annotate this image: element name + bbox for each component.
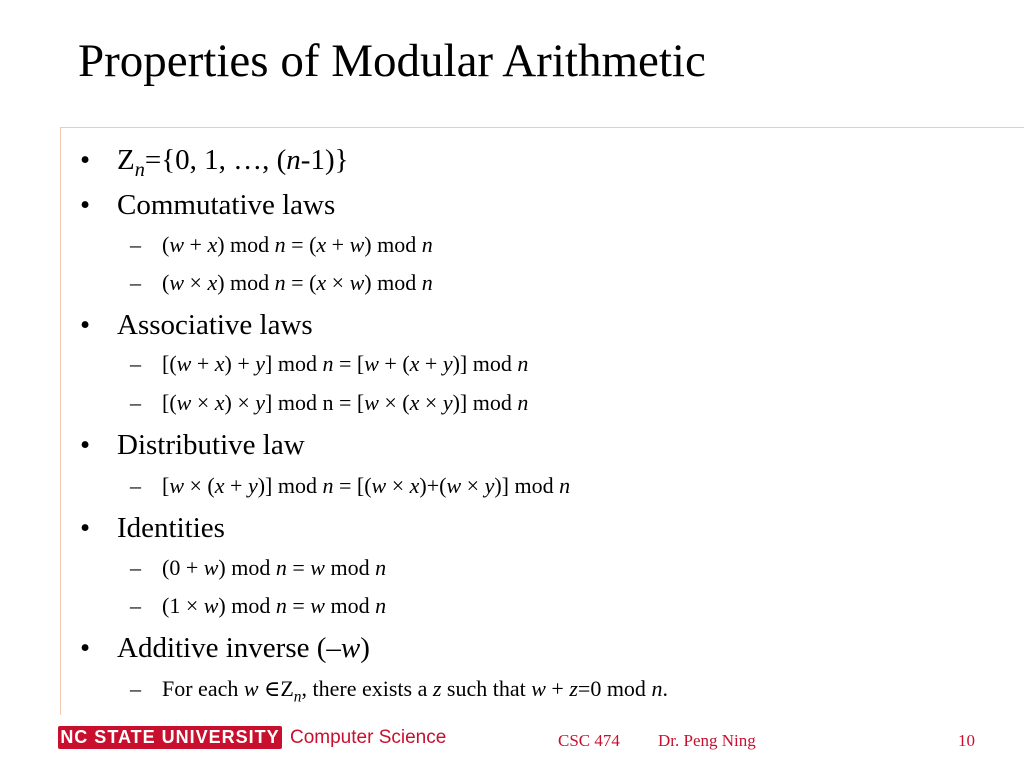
text-run: × <box>386 473 410 498</box>
text-run: x <box>214 390 225 415</box>
text-run: n <box>134 158 145 181</box>
text-run: y <box>442 351 453 376</box>
text-run: Commutative laws <box>117 189 336 221</box>
bullet-marker: • <box>80 309 91 341</box>
bullet-item <box>80 514 225 543</box>
text-run: n <box>322 473 334 498</box>
text-run: n <box>275 555 287 580</box>
text-run: + <box>326 232 350 257</box>
dash-marker: – <box>130 555 141 580</box>
text-run: n <box>421 270 433 295</box>
text-run: y <box>484 473 495 498</box>
bullet-text <box>162 351 528 376</box>
sub-bullet-item <box>130 475 570 497</box>
sub-bullet-item <box>130 678 668 705</box>
bullet-text <box>117 429 305 461</box>
sub-bullet-item <box>130 392 528 414</box>
text-run: =0 mod <box>577 676 652 701</box>
dash-marker: – <box>130 270 141 295</box>
text-run: w <box>371 473 387 498</box>
bullet-text <box>162 555 386 580</box>
text-run: ) + <box>224 351 256 376</box>
text-run: w <box>364 351 379 376</box>
text-run: + <box>184 232 208 257</box>
sub-bullet-item <box>130 595 386 617</box>
text-run: ) mod <box>364 232 422 257</box>
ncsu-logo-text: NC STATE UNIVERSITY <box>60 727 280 747</box>
text-run: w <box>310 555 325 580</box>
ncsu-logo <box>58 726 282 749</box>
text-run: )] mod <box>494 473 560 498</box>
bullet-item <box>80 634 370 663</box>
bullet-text <box>162 473 570 498</box>
text-run: = ( <box>285 270 317 295</box>
text-run: × <box>326 270 350 295</box>
text-run: w <box>169 270 185 295</box>
text-run: For each <box>162 676 244 701</box>
text-run: w <box>169 473 185 498</box>
author-name: Dr. Peng Ning <box>658 731 756 750</box>
text-run: . <box>662 676 668 701</box>
text-run: ( <box>162 232 170 257</box>
text-run: ( <box>162 270 170 295</box>
text-run: x <box>207 270 218 295</box>
text-run: ) × <box>224 390 256 415</box>
text-run: x <box>214 351 225 376</box>
text-run: × ( <box>184 473 215 498</box>
text-run: ) mod <box>364 270 422 295</box>
text-run: x <box>409 473 420 498</box>
text-run: × <box>461 473 485 498</box>
text-run: w <box>340 632 361 664</box>
text-run: (0 + <box>162 555 204 580</box>
text-run: n <box>286 144 301 176</box>
text-run: ) mod <box>218 555 276 580</box>
bullet-text <box>117 512 225 544</box>
text-run: Distributive law <box>117 429 305 461</box>
text-run: n <box>375 593 387 618</box>
page-number: 10 <box>958 731 975 750</box>
text-run: ) mod <box>218 593 276 618</box>
text-run: w <box>310 593 325 618</box>
text-run: ] mod n = [ <box>265 390 365 415</box>
text-run: n <box>559 473 571 498</box>
bullet-text <box>162 270 433 295</box>
bullet-text <box>162 593 386 618</box>
text-run: n <box>421 232 433 257</box>
text-run: + <box>191 351 215 376</box>
text-run: x <box>214 473 225 498</box>
text-run: × <box>419 390 443 415</box>
text-run: w <box>349 232 365 257</box>
text-run: n <box>275 593 287 618</box>
title-rule-vertical <box>60 127 61 715</box>
department-name: Computer Science <box>290 727 447 748</box>
text-run: n <box>517 390 529 415</box>
text-run: y <box>442 390 453 415</box>
dash-marker: – <box>130 232 141 257</box>
text-run: x <box>316 232 327 257</box>
text-run: n <box>322 351 334 376</box>
bullet-text <box>162 232 433 257</box>
bullet-text <box>117 144 349 181</box>
text-run: w <box>349 270 365 295</box>
text-run: mod <box>324 593 376 618</box>
sub-bullet-item <box>130 272 433 294</box>
text-run: x <box>409 351 420 376</box>
text-run: = [ <box>333 351 365 376</box>
text-run: )] mod <box>257 473 323 498</box>
text-run: = <box>286 593 311 618</box>
text-run: w <box>531 676 546 701</box>
text-run: )] mod <box>452 351 518 376</box>
bullet-marker: • <box>80 632 91 664</box>
text-run: ) <box>360 632 370 664</box>
text-run: x <box>207 232 218 257</box>
text-run: mod <box>324 555 376 580</box>
text-run: ={0, 1, …, ( <box>144 144 287 176</box>
text-run: ∈Z <box>258 676 294 701</box>
text-run: Identities <box>117 512 225 544</box>
text-run: n <box>274 232 286 257</box>
text-run: y <box>255 351 266 376</box>
text-run: × ( <box>378 390 410 415</box>
bullet-text <box>117 189 335 221</box>
text-run: , there exists a <box>301 676 433 701</box>
text-run: w <box>203 555 219 580</box>
dash-marker: – <box>130 390 141 415</box>
text-run: n <box>651 676 663 701</box>
bullet-item <box>80 431 305 460</box>
text-run: n <box>375 555 387 580</box>
text-run: n <box>293 688 302 706</box>
dash-marker: – <box>130 351 141 376</box>
sub-bullet-item <box>130 234 433 256</box>
text-run: = [( <box>333 473 372 498</box>
text-run: w <box>364 390 379 415</box>
text-run: w <box>176 390 192 415</box>
bullet-marker: • <box>80 144 91 176</box>
text-run: w <box>446 473 462 498</box>
text-run: w <box>169 232 185 257</box>
text-run: n <box>274 270 286 295</box>
dash-marker: – <box>130 676 141 701</box>
text-run: ] mod <box>265 351 323 376</box>
text-run: Z <box>117 144 135 176</box>
text-run: z <box>569 676 578 701</box>
text-run: + <box>224 473 248 498</box>
text-run: × <box>184 270 208 295</box>
text-run: n <box>517 351 529 376</box>
text-run: y <box>247 473 258 498</box>
text-run: w <box>203 593 219 618</box>
bullet-item <box>80 191 335 220</box>
text-run: ) mod <box>217 270 275 295</box>
text-run: = ( <box>285 232 317 257</box>
slide-title: Properties of Modular Arithmetic <box>78 35 706 87</box>
dash-marker: – <box>130 593 141 618</box>
bullet-text <box>117 632 370 664</box>
bullet-item <box>80 146 349 180</box>
dash-marker: – <box>130 473 141 498</box>
text-run: Associative laws <box>117 309 313 341</box>
title-rule-horizontal <box>60 127 1024 128</box>
text-run: )+( <box>419 473 447 498</box>
text-run: × <box>191 390 215 415</box>
text-run: (1 × <box>162 593 204 618</box>
text-run: [ <box>162 473 170 498</box>
text-run: [( <box>162 351 177 376</box>
text-run: + ( <box>378 351 410 376</box>
bullet-text <box>162 676 668 706</box>
text-run: )] mod <box>452 390 518 415</box>
text-run: x <box>316 270 327 295</box>
text-run: w <box>243 676 259 701</box>
text-run: z <box>432 676 442 701</box>
text-run: -1)} <box>300 144 349 176</box>
bullet-item <box>80 311 313 340</box>
text-run: w <box>176 351 192 376</box>
bullet-text <box>117 309 313 341</box>
text-run: + <box>419 351 443 376</box>
text-run: y <box>255 390 266 415</box>
bullet-marker: • <box>80 189 91 221</box>
sub-bullet-item <box>130 557 386 579</box>
bullet-marker: • <box>80 512 91 544</box>
course-code: CSC 474 <box>558 731 620 750</box>
bullet-marker: • <box>80 429 91 461</box>
text-run: x <box>409 390 420 415</box>
text-run: such that <box>441 676 532 701</box>
text-run: [( <box>162 390 177 415</box>
text-run: Additive inverse (– <box>117 632 341 664</box>
bullet-text <box>162 390 528 415</box>
text-run: + <box>545 676 570 701</box>
sub-bullet-item <box>130 353 528 375</box>
text-run: ) mod <box>217 232 275 257</box>
text-run: = <box>286 555 311 580</box>
